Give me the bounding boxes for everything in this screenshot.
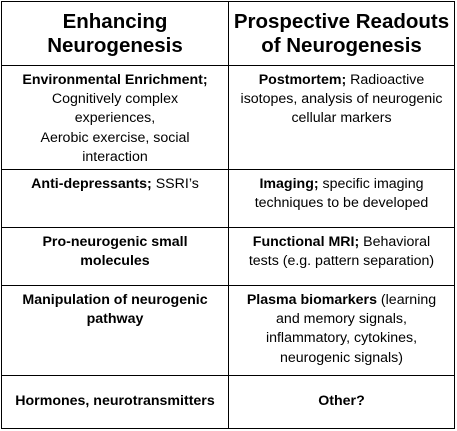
row-4-left-line-2: pathway <box>86 311 144 328</box>
row-3-right-cell <box>229 228 454 286</box>
row-3-left-cell <box>2 228 229 286</box>
row-4-right-line-3: neurogenic signals) <box>279 349 404 366</box>
row-1-right-first-rest: Radioactive <box>346 72 425 88</box>
row-5-right-bold: Other? <box>318 393 365 410</box>
row-4-right-line-2: inflammatory, cytokines, <box>265 330 418 347</box>
row-1-left-line-2: experiences, <box>74 110 156 127</box>
comparison-table <box>1 1 455 429</box>
header-enhancing-neurogenesis <box>2 2 229 66</box>
row-4-left-line-1: Manipulation of neurogenic <box>22 292 208 308</box>
row-4-right-line-1: and memory signals, <box>276 311 407 328</box>
header-left-line-2: Neurogenesis <box>47 33 183 57</box>
row-3-right-first-rest: Behavioral <box>359 234 431 250</box>
header-left-line-1: Enhancing <box>62 9 168 33</box>
row-3-left-line-2: molecules <box>80 253 150 270</box>
row-2-right-first-rest: specific imaging <box>318 176 424 192</box>
row-1-right-bold: Postmortem; <box>258 72 347 88</box>
row-1-left-cell <box>2 66 229 170</box>
row-1-right-line-1: isotopes, analysis of neurogenic <box>240 91 443 108</box>
row-2-left-cell <box>2 170 229 228</box>
row-2-right-cell <box>229 170 454 228</box>
row-1-right-cell <box>229 66 454 170</box>
row-2-left-bold: Anti-depressants; <box>31 176 152 192</box>
row-5-left-cell <box>2 376 229 428</box>
row-1-left-bold: Environmental Enrichment; <box>22 72 208 88</box>
header-right-line-1: Prospective Readouts <box>233 9 450 33</box>
row-2-right-line-1: techniques to be developed <box>254 195 429 212</box>
row-4-right-cell <box>229 286 454 376</box>
row-1-left-line-1: Cognitively complex <box>51 91 179 108</box>
row-5-left-bold: Hormones, neurotransmitters <box>15 393 215 410</box>
row-3-left-line-1: Pro-neurogenic small <box>42 234 188 250</box>
header-right-line-2: of Neurogenesis <box>261 33 422 57</box>
row-5-right-cell <box>229 376 454 428</box>
header-prospective-readouts <box>229 2 454 66</box>
row-1-left-line-4: interaction <box>82 148 148 165</box>
row-1-left-line-3: Aerobic exercise, social <box>40 129 190 146</box>
row-4-right-first-rest: (learning <box>376 292 437 308</box>
row-4-right-bold: Plasma biomarkers <box>246 292 377 308</box>
row-3-right-bold: Functional MRI; <box>252 234 360 250</box>
row-2-right-bold: Imaging; <box>259 176 319 192</box>
row-1-right-line-2: cellular markers <box>291 110 392 127</box>
row-4-left-cell <box>2 286 229 376</box>
row-3-right-line-1: tests (e.g. pattern separation) <box>248 253 435 270</box>
row-2-left-rest: SSRI’s <box>151 176 199 192</box>
